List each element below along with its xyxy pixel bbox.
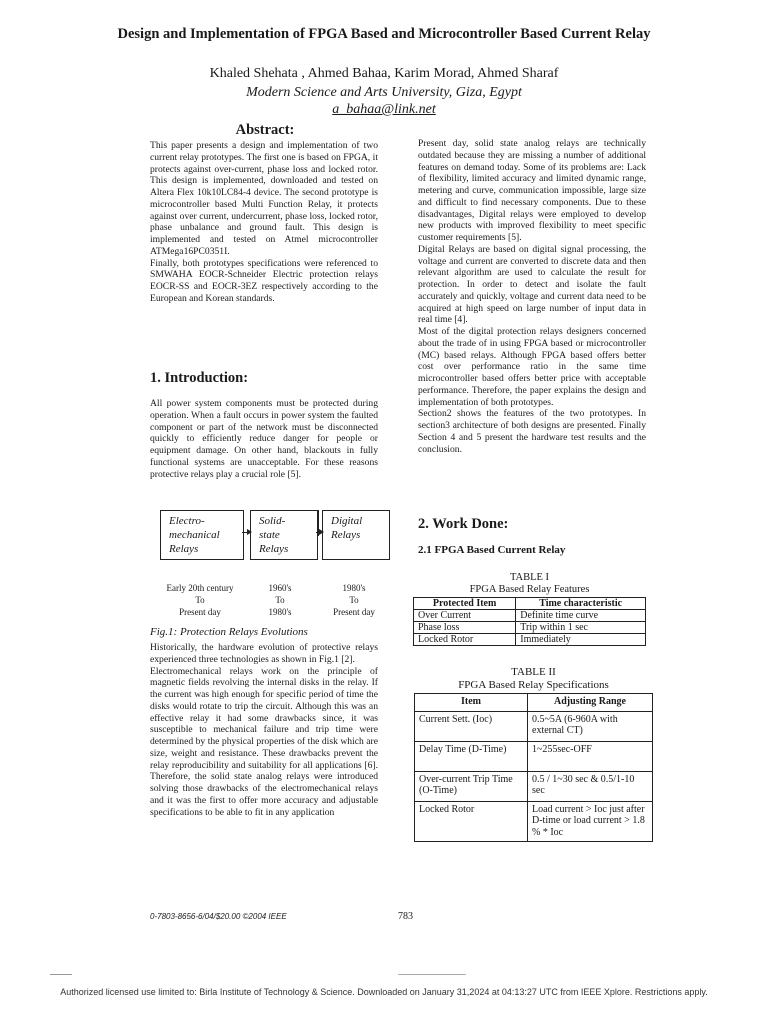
table-row	[415, 711, 653, 741]
authors: Khaled Shehata , Ahmed Bahaa, Karim Morad, Ahmed Sharaf	[209, 66, 559, 81]
body-paragraph: Present day, solid state analog relays are technically outdated because they are missing a number of additional features on demand today. Some of its problems are: Lack of flexibility, limited accuracy and limited dynamic range, metering and curve, communication impossible, large size and difficult to find necessary components. Due to these disadvantages, Digital relays were employed to develop new products with improved flexibility to meet specific customer requirements [5].	[418, 138, 646, 243]
intro-body-continued	[150, 642, 378, 818]
table-cell: Load current > Ioc just after D-time or load current > 1.8 % * Ioc	[528, 801, 653, 842]
table-row	[414, 622, 646, 634]
paper-title: Design and Implementation of FPGA Based and Microcontroller Based Current Relay	[117, 26, 651, 42]
table-cell: Over-current Trip Time (O-Time)	[415, 771, 528, 801]
specifications-table	[414, 693, 653, 842]
table-row	[415, 771, 653, 801]
body-paragraph: Most of the digital protection relays designers concerned about the trade of in using FPGA based or microcontroller (MC) based relays. Although FPGA based offers better cost over performance ratio in the same time microcontroller based offers better price with acceptable performance. Therefore, the paper explains the design and implementation of both prototypes.	[418, 326, 646, 408]
table-header: Protected Item	[414, 598, 516, 610]
features-table	[413, 597, 646, 646]
license-notice: Authorized licensed use limited to: Birla Institute of Technology & Science. Downloaded on January 31,2024 at 04:13:27 UTC from IEEE Xplore. Restrictions apply.	[60, 987, 708, 997]
abstract-paragraph: Finally, both prototypes specifications were referenced to SMWAHA EOCR-Schneider Electric protection relays EOCR-SS and EOCR-3EZ respectively according to the European and Korean standards.	[150, 257, 378, 304]
arrow-icon	[242, 532, 250, 533]
table2-caption: FPGA Based Relay Specifications	[458, 679, 609, 691]
table-cell: 0.5 / 1~30 sec & 0.5/1-10 sec	[528, 771, 653, 801]
table-cell: Delay Time (D-Time)	[415, 741, 528, 771]
connector-line	[318, 510, 322, 536]
body-paragraph: Electromechanical relays work on the principle of magnetic fields revolving the internal disks in the relay. If the current was high enough for specific period of time the disks would rotate to trip the circuit. Although this was an effective relay it had some drawbacks since, it was susceptible to mechanical failure and trip time were determined by the physical properties of the disk which are size, weight and resistance. These drawbacks prevent the relay reproducibility and suitability for all applications [6]. Therefore, the solid state analog relays were introduced solving those drawbacks of the electromechanical relays and it was the first to offer more accuracy and adjustable specifications to be able to fit in any application	[150, 665, 378, 818]
figure-box-electromechanical: Electro- mechanical Relays	[160, 510, 244, 560]
affiliation: Modern Science and Arts University, Giza, Egypt	[246, 85, 522, 100]
table-header: Time characteristic	[516, 598, 646, 610]
table-cell: Locked Rotor	[415, 801, 528, 842]
table-cell: 0.5~5A (6-960A with external CT)	[528, 711, 653, 741]
figure-box-digital: Digital Relays	[322, 510, 390, 560]
table-row	[415, 741, 653, 771]
era-label: 1960's To 1980's	[268, 583, 292, 617]
table-header: Item	[415, 694, 528, 712]
right-column-body	[418, 138, 646, 455]
table-header-row	[414, 598, 646, 610]
section-heading-introduction: 1. Introduction:	[150, 370, 249, 386]
table-cell: Over Current	[414, 610, 516, 622]
section-heading-work-done: 2. Work Done:	[418, 516, 509, 532]
table-header-row	[415, 694, 653, 712]
body-paragraph: Digital Relays are based on digital signal processing, the voltage and current are converted to discrete data and then relevant algorithm are used to calculate the result for protection. In order to detect and isolate the fault accurately and quickly, voltage and current data need to be acquired at high speed on large number of input data in real time [4].	[418, 243, 646, 326]
page-number: 783	[398, 911, 413, 922]
table-header: Adjusting Range	[528, 694, 653, 712]
figure-caption: Fig.1: Protection Relays Evolutions	[150, 626, 308, 638]
abstract-body	[150, 140, 378, 305]
table-row	[415, 801, 653, 842]
table1-label: TABLE I	[509, 572, 550, 583]
table-row	[414, 634, 646, 646]
figure-box-solid-state: Solid- state Relays	[250, 510, 318, 560]
subsection-heading: 2.1 FPGA Based Current Relay	[418, 544, 566, 556]
divider	[398, 974, 466, 975]
email-link[interactable]: a_bahaa@link.net	[332, 102, 436, 117]
body-paragraph: Section2 shows the features of the two prototypes. In section3 architecture of both designs are presented. Finally Section 4 and 5 present the hardware test results and the conclusion.	[418, 408, 646, 455]
table-cell: Immediately	[516, 634, 646, 646]
divider	[50, 974, 72, 975]
table-cell: 1~255sec-OFF	[528, 741, 653, 771]
table-cell: Phase loss	[414, 622, 516, 634]
table-row	[414, 610, 646, 622]
era-label: Early 20th century To Present day	[166, 583, 234, 617]
table-cell: Definite time curve	[516, 610, 646, 622]
table2-label: TABLE II	[511, 666, 556, 678]
intro-paragraph: All power system components must be protected during operation. When a fault occurs in power system the faulted component or part of the network must be disconnected quickly to efficiently reduce danger for people or equipment damage. On other hand, blackouts in fully functional systems are unacceptable. For these reasons protective relays play a crucial role [5].	[150, 398, 378, 480]
era-label: 1980's To Present day	[333, 583, 375, 617]
table-cell: Trip within 1 sec	[516, 622, 646, 634]
abstract-heading: Abstract:	[235, 122, 295, 138]
body-paragraph: Historically, the hardware evolution of protective relays experienced three technologies as shown in Fig.1 [2].	[150, 642, 378, 665]
table1-caption: FPGA Based Relay Features	[469, 584, 590, 595]
abstract-paragraph: This paper presents a design and implementation of two current relay prototypes. The first one is based on FPGA, it protects against over-current, phase loss and locked rotor. This design is implemented, downloaded and tested on Altera Flex 10k10LC84-4 device. The second prototype is microcontroller based Multi Function Relay, it protects against over current, undercurrent, phase loss, locked rotor, phase unbalance and ground fault. This design is implemented and tested on Atmel microcontroller ATMega16PC0351I.	[150, 140, 378, 257]
copyright-line: 0-7803-8656-6/04/$20.00 ©2004 IEEE	[150, 912, 287, 921]
table-cell: Locked Rotor	[414, 634, 516, 646]
table-cell: Current Sett. (Ioc)	[415, 711, 528, 741]
